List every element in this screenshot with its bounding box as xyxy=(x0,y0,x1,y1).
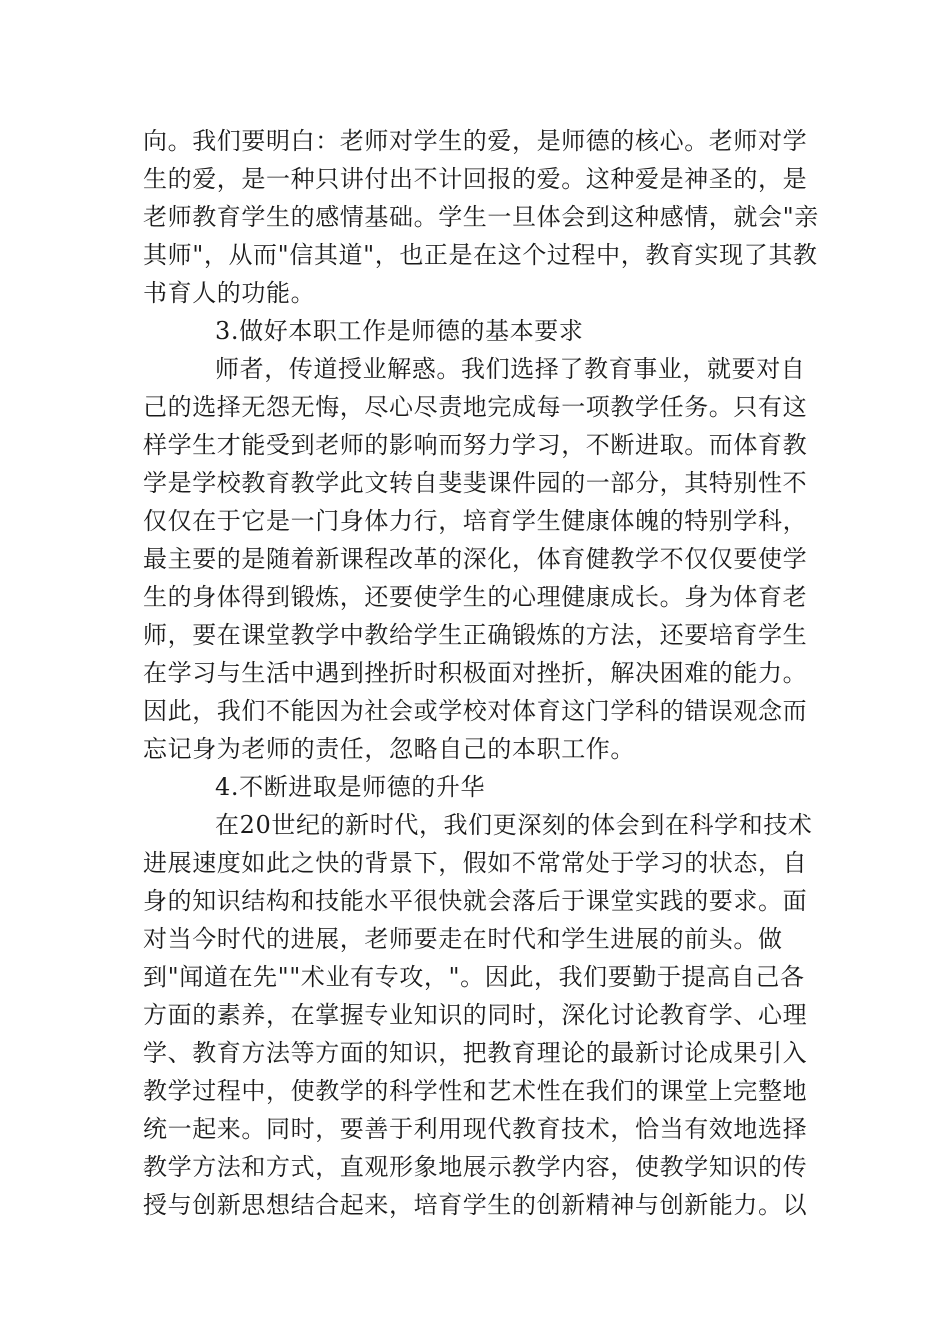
body-text-line: 身的知识结构和技能水平很快就会落后于课堂实践的要求。面 xyxy=(143,887,808,915)
body-text-line: 忘记身为老师的责任，忽略自己的本职工作。 xyxy=(143,735,635,763)
body-text-line: 向。我们要明白：老师对学生的爱，是师德的核心。老师对学 xyxy=(143,127,808,155)
body-text-line: 统一起来。同时，要善于利用现代教育技术，恰当有效地选择 xyxy=(143,1115,808,1143)
body-text-line: 方面的素养，在掌握专业知识的同时，深化讨论教育学、心理 xyxy=(143,1001,808,1029)
section-heading: 3.做好本职工作是师德的基本要求 xyxy=(215,317,584,345)
body-text-line: 教学方法和方式，直观形象地展示教学内容，使教学知识的传 xyxy=(143,1153,808,1181)
section-heading: 4.不断进取是师德的升华 xyxy=(215,773,486,801)
body-text-line: 师，要在课堂教学中教给学生正确锻炼的方法，还要培育学生 xyxy=(143,621,808,649)
paragraph-first-line: 师者，传道授业解惑。我们选择了教育事业，就要对自 xyxy=(215,355,806,383)
body-text-line: 因此，我们不能因为社会或学校对体育这门学科的错误观念而 xyxy=(143,697,808,725)
body-text-line: 书育人的功能。 xyxy=(143,279,316,307)
body-text-line: 仅仅在于它是一门身体力行，培育学生健康体魄的特别学科， xyxy=(143,507,808,535)
body-text-line: 其师"，从而"信其道"，也正是在这个过程中，教育实现了其教 xyxy=(143,241,818,269)
body-text-line: 老师教育学生的感情基础。学生一旦体会到这种感情，就会"亲 xyxy=(143,203,819,231)
body-text-line: 生的身体得到锻炼，还要使学生的心理健康成长。身为体育老 xyxy=(143,583,808,611)
body-text-line: 生的爱，是一种只讲付出不计回报的爱。这种爱是神圣的，是 xyxy=(143,165,808,193)
body-text-line: 在学习与生活中遇到挫折时积极面对挫折，解决困难的能力。 xyxy=(143,659,808,687)
body-text-line: 最主要的是随着新课程改革的深化，体育健教学不仅仅要使学 xyxy=(143,545,808,573)
body-text-line: 己的选择无怨无悔，尽心尽责地完成每一项教学任务。只有这 xyxy=(143,393,808,421)
body-text-line: 样学生才能受到老师的影响而努力学习，不断进取。而体育教 xyxy=(143,431,808,459)
body-text-line: 授与创新思想结合起来，培育学生的创新精神与创新能力。以 xyxy=(143,1191,808,1219)
paragraph-first-line: 在20世纪的新时代，我们更深刻的体会到在科学和技术 xyxy=(215,811,813,839)
body-text-line: 对当今时代的进展，老师要走在时代和学生进展的前头。做 xyxy=(143,925,783,953)
body-text-line: 到"闻道在先""术业有专攻，"。因此，我们要勤于提高自己各 xyxy=(143,963,805,991)
body-text-line: 学是学校教育教学此文转自斐斐课件园的一部分，其特别性不 xyxy=(143,469,808,497)
body-text-line: 教学过程中，使教学的科学性和艺术性在我们的课堂上完整地 xyxy=(143,1077,808,1105)
body-text-line: 进展速度如此之快的背景下，假如不常常处于学习的状态，自 xyxy=(143,849,808,877)
body-text-line: 学、教育方法等方面的知识，把教育理论的最新讨论成果引入 xyxy=(143,1039,808,1067)
